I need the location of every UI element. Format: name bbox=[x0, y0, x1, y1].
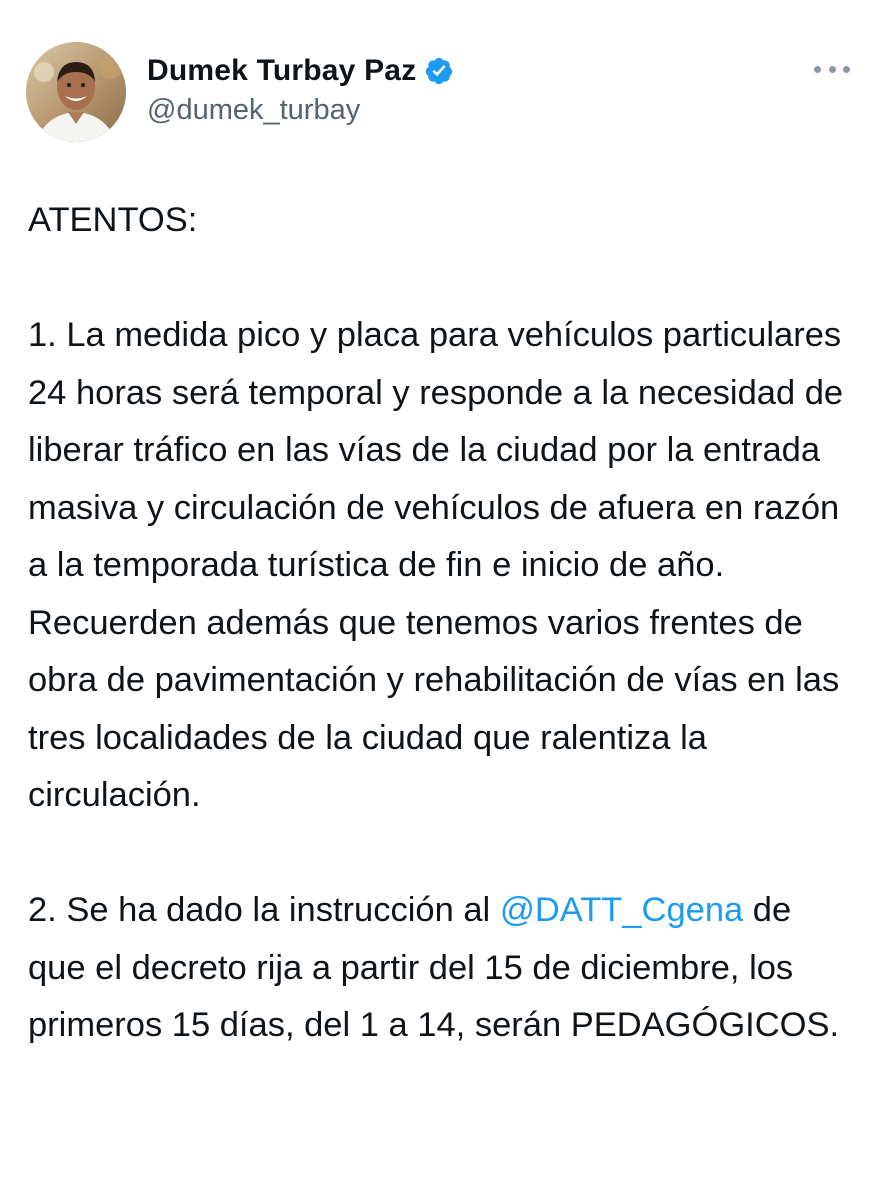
name-row bbox=[147, 52, 454, 90]
avatar[interactable] bbox=[26, 42, 126, 142]
verified-badge-icon bbox=[424, 56, 454, 86]
author-block bbox=[147, 52, 454, 127]
more-options-icon[interactable] bbox=[814, 62, 850, 76]
tweet-paragraph-2 bbox=[28, 882, 858, 1055]
paragraph-2-end: de que el decreto rija a partir del 15 de diciembre, los primeros 15 días, del 1 a 14, serán PEDAGÓGICOS. bbox=[28, 891, 840, 1044]
more-dot bbox=[814, 66, 821, 73]
display-name[interactable]: Dumek Turbay Paz bbox=[147, 54, 417, 87]
paragraph-gap bbox=[28, 250, 858, 308]
tweet-paragraph-1: 1. La medida pico y placa para vehículos particulares 24 horas será temporal y responde a la necesidad de liberar tráfico en las vías de la ciudad por la entrada masiva y circulación de vehículos de afuera en razón a la temporada turística de fin e inicio de año. Recuerden además que tenemos varios frentes de obra de pavimentación y rehabilitación de vías en las tres localidades de la ciudad que ralentiza la circulación. bbox=[28, 316, 853, 814]
avatar-photo bbox=[26, 42, 126, 142]
paragraph-2-start: 2. Se ha dado la instrucción al bbox=[28, 891, 500, 929]
more-dot bbox=[843, 66, 850, 73]
tweet-heading: ATENTOS: bbox=[28, 201, 198, 239]
more-dot bbox=[829, 66, 836, 73]
tweet-text bbox=[28, 192, 858, 1055]
mention-link[interactable]: @DATT_Cgena bbox=[499, 891, 744, 929]
author-handle[interactable]: @dumek_turbay bbox=[147, 94, 361, 126]
paragraph-gap bbox=[28, 825, 858, 883]
